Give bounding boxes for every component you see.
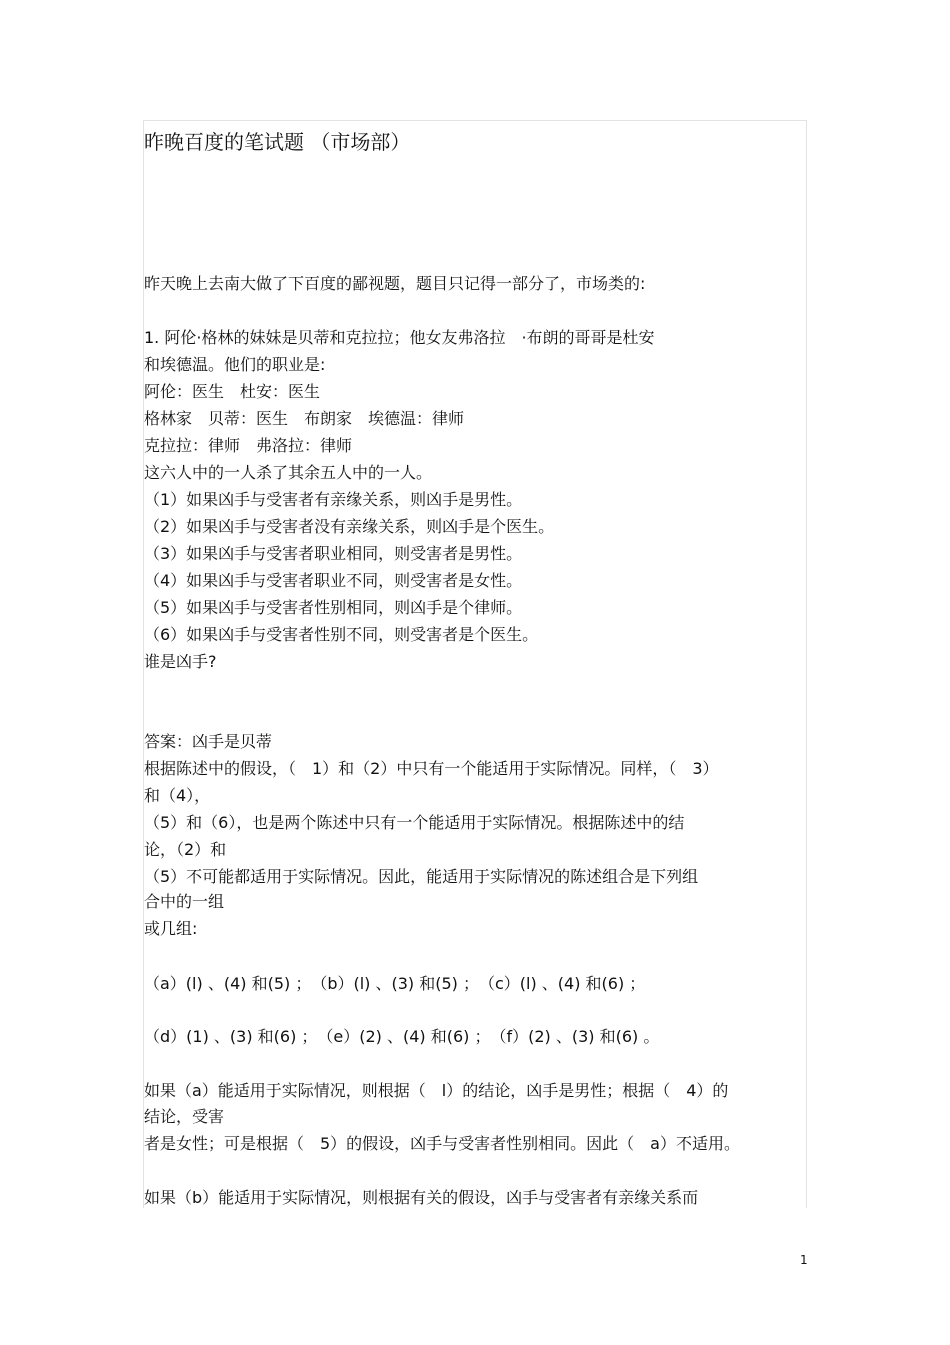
question-line: 格林家 贝蒂：医生 布朗家 埃德温：律师: [144, 409, 465, 428]
page-title: 昨晚百度的笔试题 （市场部）: [144, 130, 411, 154]
answer-heading: 答案：凶手是贝蒂: [144, 732, 273, 751]
answer-line: 合中的一组: [144, 892, 225, 911]
condition-item: （4）如果凶手与受害者职业不同，则受害者是女性。: [144, 571, 523, 590]
condition-item: （1）如果凶手与受害者有亲缘关系，则凶手是男性。: [144, 490, 523, 509]
answer-line: 和（4），: [144, 786, 211, 805]
answer-line: 论，（2）和: [144, 840, 227, 859]
condition-item: （2）如果凶手与受害者没有亲缘关系，则凶手是个医生。: [144, 517, 555, 536]
condition-item: （3）如果凶手与受害者职业相同，则受害者是男性。: [144, 544, 523, 563]
reasoning-line: 结论，受害: [144, 1107, 225, 1126]
page-number: 1: [800, 1253, 808, 1267]
condition-item: （6）如果凶手与受害者性别不同，则受害者是个医生。: [144, 625, 539, 644]
answer-line: 或几组:: [144, 919, 198, 938]
combination-list-1: （a）(l) 、(4) 和(5) ； （b）(l) 、(3) 和(5) ； （c）(l) 、(4) 和(6) ；: [144, 974, 646, 993]
question-line: 1. 阿伦·格林的妹妹是贝蒂和克拉拉；他女友弗洛拉 ·布朗的哥哥是杜安: [144, 328, 655, 347]
question-line: 和埃德温。他们的职业是:: [144, 355, 326, 374]
condition-item: （5）如果凶手与受害者性别相同，则凶手是个律师。: [144, 598, 523, 617]
reasoning-line: 如果（a）能适用于实际情况，则根据（ l）的结论，凶手是男性；根据（ 4）的: [144, 1081, 729, 1100]
answer-line: （5）不可能都适用于实际情况。因此，能适用于实际情况的陈述组合是下列组: [144, 867, 699, 886]
question-line: 这六人中的一人杀了其余五人中的一人。: [144, 463, 433, 482]
intro-text: 昨天晚上去南大做了下百度的鄙视题，题目只记得一部分了，市场类的:: [144, 274, 646, 293]
reasoning-line: 如果（b）能适用于实际情况，则根据有关的假设，凶手与受害者有亲缘关系而: [144, 1188, 699, 1207]
question-line: 阿伦：医生 杜安：医生: [144, 382, 321, 401]
combination-list-2: （d）(1) 、(3) 和(6) ； （e）(2) 、(4) 和(6) ； （f）(2) 、(3) 和(6) 。: [144, 1027, 660, 1046]
answer-line: （5）和（6），也是两个陈述中只有一个能适用于实际情况。根据陈述中的结: [144, 813, 685, 832]
question-line: 克拉拉：律师 弗洛拉：律师: [144, 436, 353, 455]
answer-line: 根据陈述中的假设，（ 1）和（2）中只有一个能适用于实际情况。同样，（ 3）: [144, 759, 719, 778]
question-prompt: 谁是凶手?: [144, 652, 217, 671]
reasoning-line: 者是女性；可是根据（ 5）的假设，凶手与受害者性别相同。因此（ a）不适用。: [144, 1134, 740, 1153]
